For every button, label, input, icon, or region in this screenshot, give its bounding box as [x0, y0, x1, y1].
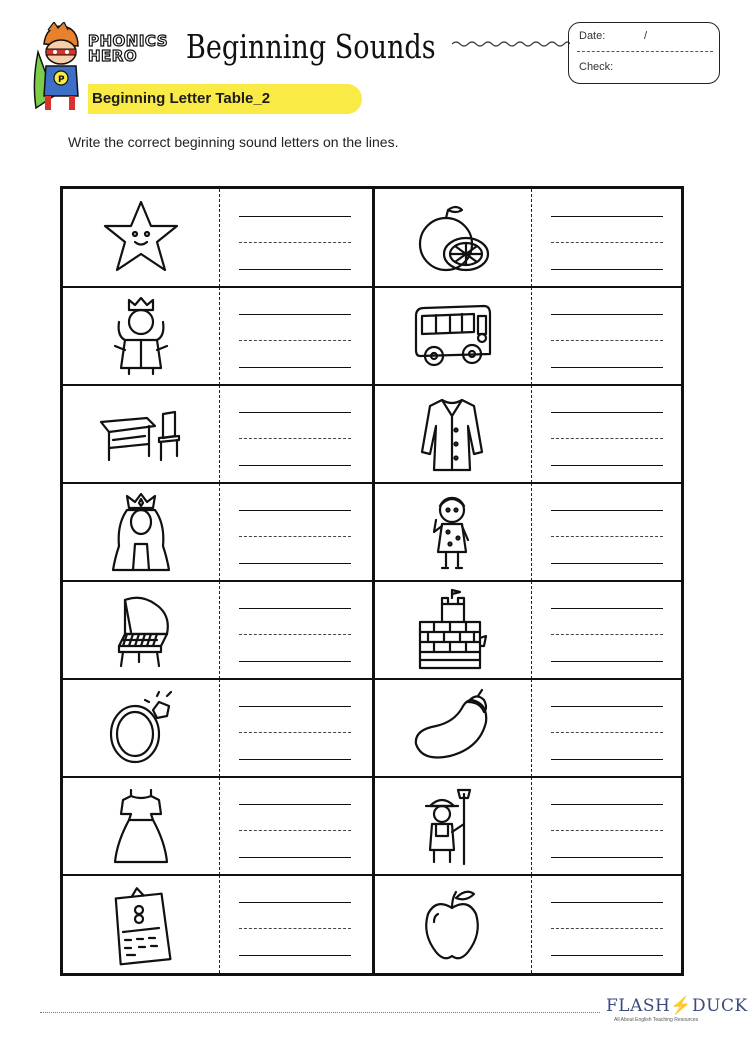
writing-baseline[interactable] — [239, 759, 351, 760]
footer-rule — [40, 1012, 600, 1013]
writing-topline[interactable] — [239, 706, 351, 707]
cell-dashed-divider — [219, 287, 220, 385]
table-cell — [375, 777, 683, 875]
cell-dashed-divider — [531, 679, 532, 777]
writing-baseline[interactable] — [551, 955, 663, 956]
writing-baseline[interactable] — [239, 661, 351, 662]
writing-topline[interactable] — [551, 608, 663, 609]
cell-dashed-divider — [531, 483, 532, 581]
writing-baseline[interactable] — [551, 759, 663, 760]
queen-icon — [95, 490, 187, 574]
table-cell — [63, 287, 371, 385]
orange-icon — [406, 196, 498, 280]
picture-area — [63, 483, 218, 581]
wavy-line-decoration — [452, 36, 570, 52]
flashduck-logo — [606, 996, 748, 1026]
table-cell — [375, 679, 683, 777]
picture-area — [63, 679, 218, 777]
writing-midline[interactable] — [551, 438, 663, 439]
row-divider — [63, 678, 681, 681]
picture-area — [375, 581, 530, 679]
writing-midline[interactable] — [239, 438, 351, 439]
table-cell — [63, 777, 371, 875]
coat-icon — [406, 392, 498, 476]
subtitle-banner — [88, 84, 362, 114]
row-divider — [63, 286, 681, 289]
writing-topline[interactable] — [551, 510, 663, 511]
writing-topline[interactable] — [239, 412, 351, 413]
cell-dashed-divider — [531, 581, 532, 679]
bus-icon — [406, 294, 498, 378]
table-cell — [63, 385, 371, 483]
brand-name-part1: FLASH — [606, 996, 671, 1016]
writing-baseline[interactable] — [239, 857, 351, 858]
writing-baseline[interactable] — [551, 269, 663, 270]
date-check-box — [568, 22, 720, 84]
logo-line-phonics: PHONICS — [88, 32, 169, 50]
row-divider — [63, 580, 681, 583]
picture-area — [63, 189, 218, 287]
writing-midline[interactable] — [551, 830, 663, 831]
subtitle: Beginning Letter Table_2 — [92, 90, 271, 107]
beginning-letter-table — [60, 186, 684, 976]
cell-dashed-divider — [219, 581, 220, 679]
cell-dashed-divider — [531, 189, 532, 287]
calendar-icon — [95, 882, 187, 966]
date-separator: / — [644, 30, 648, 42]
writing-midline[interactable] — [239, 634, 351, 635]
cell-dashed-divider — [531, 777, 532, 875]
picture-area — [375, 777, 530, 875]
writing-topline[interactable] — [551, 804, 663, 805]
table-cell — [375, 483, 683, 581]
writing-topline[interactable] — [239, 804, 351, 805]
picture-area — [63, 385, 218, 483]
picture-area — [375, 287, 530, 385]
picture-area — [63, 287, 218, 385]
cell-dashed-divider — [219, 385, 220, 483]
dress-icon — [95, 784, 187, 868]
table-cell — [375, 189, 683, 287]
writing-midline[interactable] — [239, 830, 351, 831]
picture-area — [375, 385, 530, 483]
writing-topline[interactable] — [239, 314, 351, 315]
cell-dashed-divider — [219, 679, 220, 777]
picture-area — [63, 581, 218, 679]
piano-icon — [95, 588, 187, 672]
writing-topline[interactable] — [239, 902, 351, 903]
writing-midline[interactable] — [551, 732, 663, 733]
check-label: Check: — [579, 61, 614, 73]
writing-topline[interactable] — [551, 412, 663, 413]
svg-text:P: P — [58, 75, 65, 85]
writing-baseline[interactable] — [551, 857, 663, 858]
ring-icon — [95, 686, 187, 770]
row-divider — [63, 874, 681, 877]
writing-baseline[interactable] — [239, 955, 351, 956]
writing-topline[interactable] — [551, 216, 663, 217]
writing-topline[interactable] — [239, 608, 351, 609]
eggplant-icon — [406, 686, 498, 770]
table-cell — [375, 385, 683, 483]
logo-line-hero: HERO — [88, 47, 138, 65]
row-divider — [63, 482, 681, 485]
picture-area — [375, 483, 530, 581]
writing-baseline[interactable] — [551, 367, 663, 368]
writing-baseline[interactable] — [239, 367, 351, 368]
writing-midline[interactable] — [239, 536, 351, 537]
phonics-hero-mascot-icon — [28, 22, 88, 114]
picture-area — [63, 875, 218, 973]
cell-dashed-divider — [219, 777, 220, 875]
writing-midline[interactable] — [551, 634, 663, 635]
writing-midline[interactable] — [239, 928, 351, 929]
instruction-text: Write the correct beginning sound letters on the lines. — [68, 134, 399, 150]
cell-dashed-divider — [219, 483, 220, 581]
king-icon — [95, 294, 187, 378]
writing-topline[interactable] — [551, 314, 663, 315]
writing-midline[interactable] — [239, 242, 351, 243]
writing-midline[interactable] — [239, 732, 351, 733]
table-cell — [63, 679, 371, 777]
writing-midline[interactable] — [239, 340, 351, 341]
picture-area — [375, 875, 530, 973]
brand-name-part2: DUCK — [692, 996, 748, 1016]
cell-dashed-divider — [531, 875, 532, 973]
page-title: Beginning Sounds — [186, 27, 436, 66]
table-cell — [375, 581, 683, 679]
writing-midline[interactable] — [551, 242, 663, 243]
cell-dashed-divider — [219, 875, 220, 973]
writing-topline[interactable] — [551, 706, 663, 707]
lightning-bolt-icon: ⚡ — [670, 996, 693, 1016]
apple-icon — [406, 882, 498, 966]
brand-tagline: All About English Teaching Resources — [614, 1017, 699, 1023]
writing-baseline[interactable] — [551, 661, 663, 662]
table-cell — [375, 875, 683, 973]
phonics-hero-logo — [88, 34, 180, 76]
writing-baseline[interactable] — [239, 269, 351, 270]
picture-area — [375, 679, 530, 777]
date-divider — [577, 51, 713, 52]
cell-dashed-divider — [531, 287, 532, 385]
castle-icon — [406, 588, 498, 672]
table-cell — [63, 875, 371, 973]
picture-area — [63, 777, 218, 875]
date-label: Date: — [579, 30, 606, 42]
writing-baseline[interactable] — [239, 465, 351, 466]
row-divider — [63, 384, 681, 387]
table-cell — [63, 483, 371, 581]
girl-icon — [406, 490, 498, 574]
brand-name — [606, 996, 748, 1016]
writing-topline[interactable] — [551, 902, 663, 903]
star-icon — [95, 196, 187, 280]
writing-baseline[interactable] — [239, 563, 351, 564]
cell-dashed-divider — [219, 189, 220, 287]
writing-topline[interactable] — [239, 216, 351, 217]
row-divider — [63, 776, 681, 779]
table-cell — [63, 189, 371, 287]
desk-and-chair-icon — [95, 392, 187, 476]
writing-midline[interactable] — [551, 340, 663, 341]
writing-midline[interactable] — [551, 536, 663, 537]
table-cell — [375, 287, 683, 385]
table-cell — [63, 581, 371, 679]
farmer-icon — [406, 784, 498, 868]
writing-baseline[interactable] — [551, 563, 663, 564]
cell-dashed-divider — [531, 385, 532, 483]
writing-baseline[interactable] — [551, 465, 663, 466]
writing-midline[interactable] — [551, 928, 663, 929]
picture-area — [375, 189, 530, 287]
writing-topline[interactable] — [239, 510, 351, 511]
